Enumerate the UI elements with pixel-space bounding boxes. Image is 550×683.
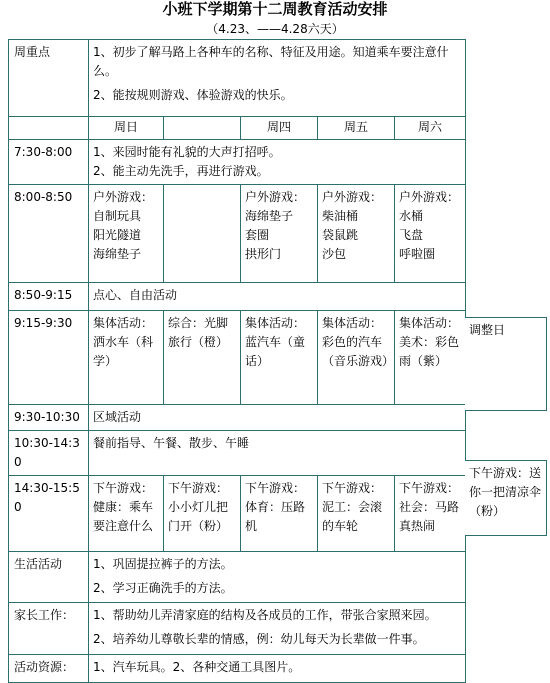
outdoor-1-title: 户外游戏： <box>93 190 154 204</box>
day-header-row <box>9 117 466 140</box>
life-cell <box>89 552 466 603</box>
life-label: 生活活动 <box>9 552 89 603</box>
snack-cell: 点心、自由活动 <box>89 283 466 311</box>
life-line-1: 1、巩固提拉裤子的方法。 <box>93 557 233 571</box>
outdoor-1-item: 海绵垫子 <box>93 247 142 261</box>
time-label: 9:30-10:30 <box>9 405 89 431</box>
group-activity-2: 综合：光脚旅行（橙） <box>164 311 241 405</box>
row-730 <box>9 140 466 185</box>
outdoor-3-item: 拱形门 <box>245 247 282 261</box>
group-activity-5: 集体活动：美术：彩色雨（紫） <box>395 311 466 405</box>
row-800 <box>9 185 466 283</box>
row-1430 <box>9 476 466 552</box>
schedule-table <box>8 39 466 683</box>
row-parent <box>9 603 466 655</box>
page-title: 小班下学期第十二周教育活动安排 <box>162 0 388 18</box>
arrival-cell <box>89 140 466 185</box>
outdoor-1-item: 自制玩具 <box>93 209 142 223</box>
outdoor-4-item: 柴油桶 <box>322 209 359 223</box>
afternoon-game-3: 下午游戏：体育：压路机 <box>241 476 318 552</box>
outdoor-5-title: 户外游戏： <box>399 190 460 204</box>
afternoon-game-1: 下午游戏：健康：乘车要注意什么 <box>89 476 164 552</box>
day-header-4: 周五 <box>318 117 395 140</box>
time-label: 8:00-8:50 <box>9 185 89 283</box>
day-header-3: 周四 <box>241 117 318 140</box>
area-activity-cell: 区域活动 <box>89 405 466 431</box>
parent-line-2: 2、培养幼儿尊敬长辈的情感，例：幼儿每天为长辈做一件事。 <box>93 632 425 646</box>
time-label: 9:15-9:30 <box>9 311 89 405</box>
resources-cell: 1、汽车玩具。2、各种交通工具图片。 <box>89 655 466 683</box>
group-activity-3: 集体活动：蓝汽车（童话） <box>241 311 318 405</box>
lunch-cell: 餐前指导、午餐、散步、午睡 <box>89 431 466 476</box>
goals-label: 周重点 <box>9 40 89 117</box>
header-blank <box>9 117 89 140</box>
outdoor-3-item: 海绵垫子 <box>245 209 294 223</box>
outdoor-cell-5 <box>395 185 466 283</box>
date-range: （4.23、——4.28六天） <box>206 22 344 36</box>
afternoon-game-2: 下午游戏：小小灯儿把门开（粉） <box>164 476 241 552</box>
row-915 <box>9 311 466 405</box>
day-header-2 <box>164 117 241 140</box>
goal-2: 2、能按规则游戏、体验游戏的快乐。 <box>93 88 293 102</box>
arrival-line-1: 1、来园时能有礼貌的大声打招呼。 <box>93 145 281 159</box>
outdoor-5-item: 飞盘 <box>399 228 424 242</box>
parent-cell <box>89 603 466 655</box>
outdoor-4-title: 户外游戏： <box>322 190 383 204</box>
outdoor-cell-1 <box>89 185 164 283</box>
afternoon-game-6: 下午游戏：送你一把清凉伞（粉） <box>465 460 547 536</box>
adjustment-day-cell: 调整日 <box>465 317 547 411</box>
outdoor-cell-3 <box>241 185 318 283</box>
outdoor-4-item: 袋鼠跳 <box>322 228 359 242</box>
life-line-2: 2、学习正确洗手的方法。 <box>93 581 233 595</box>
row-resources <box>9 655 466 683</box>
time-label: 14:30-15:50 <box>9 476 89 552</box>
outdoor-cell-4 <box>318 185 395 283</box>
row-life <box>9 552 466 603</box>
outdoor-5-item: 水桶 <box>399 209 424 223</box>
goal-1: 1、初步了解马路上各种车的名称、特征及用途。知道乘车要注意什么。 <box>93 45 449 78</box>
row-930 <box>9 405 466 431</box>
time-label: 7:30-8:00 <box>9 140 89 185</box>
outdoor-3-item: 套圈 <box>245 228 270 242</box>
time-label: 8:50-9:15 <box>9 283 89 311</box>
parent-label: 家长工作： <box>9 603 89 655</box>
resources-label: 活动资源： <box>9 655 89 683</box>
goals-row <box>9 40 466 117</box>
arrival-line-2: 2、能主动先洗手，再进行游戏。 <box>93 164 269 178</box>
group-activity-1: 集体活动：洒水车（科学） <box>89 311 164 405</box>
group-activity-4: 集体活动：彩色的汽车（音乐游戏） <box>318 311 395 405</box>
outdoor-4-item: 沙包 <box>322 247 347 261</box>
row-1030 <box>9 431 466 476</box>
goals-cell <box>89 40 466 117</box>
row-850 <box>9 283 466 311</box>
outdoor-3-title: 户外游戏： <box>245 190 306 204</box>
outdoor-1-item: 阳光隧道 <box>93 228 142 242</box>
afternoon-game-5: 下午游戏：社会：马路真热闹 <box>395 476 466 552</box>
parent-line-1: 1、帮助幼儿弄清家庭的结构及各成员的工作，带张合家照来园。 <box>93 608 437 622</box>
day-header-5: 周六 <box>395 117 466 140</box>
afternoon-game-4: 下午游戏：泥工：会滚的车轮 <box>318 476 395 552</box>
outdoor-cell-2 <box>164 185 241 283</box>
outdoor-5-item: 呼啦圈 <box>399 247 436 261</box>
time-label: 10:30-14:30 <box>9 431 89 476</box>
day-header-1: 周日 <box>89 117 164 140</box>
